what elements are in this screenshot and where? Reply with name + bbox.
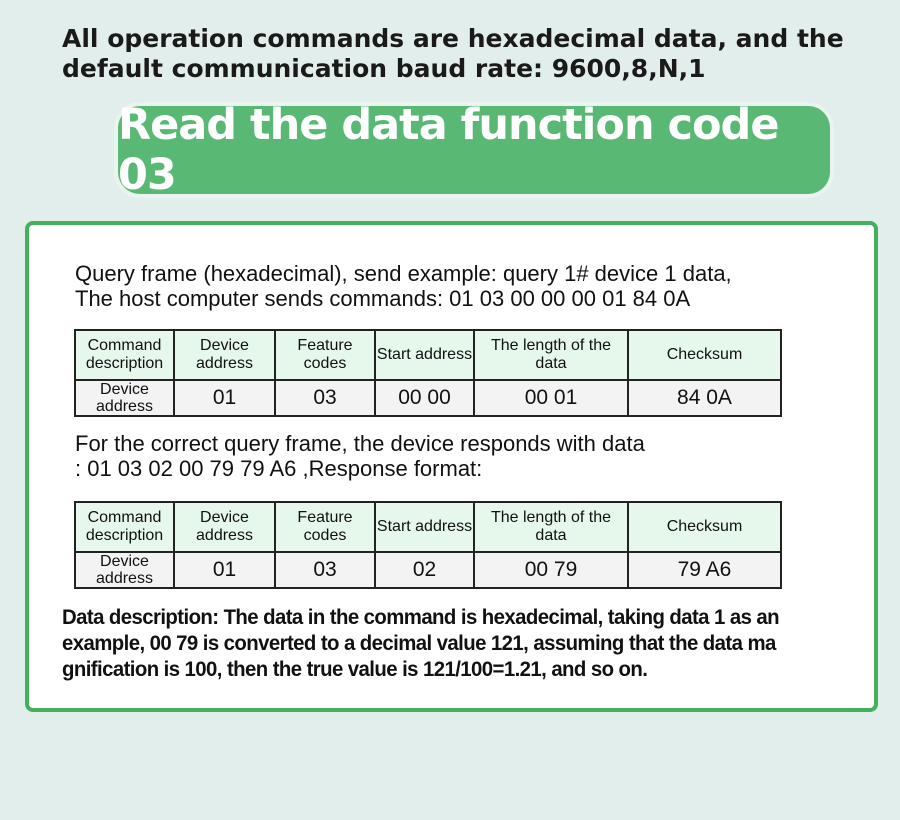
header-cell: Feature codes [275,502,375,552]
header-cell: Checksum [628,502,781,552]
table-header-row [75,502,781,552]
table-cell: 00 00 [375,380,474,416]
table-row [75,552,781,588]
table-cell: 01 [174,552,275,588]
table-header-row [75,330,781,380]
banner-title: Read the data function code 03 [118,100,779,200]
header-cell: Command description [75,330,174,380]
header-cell: Start address [375,502,474,552]
response-frame-table [74,501,782,589]
header-note: All operation commands are hexadecimal data, and the default communication baud rate: 9600,8,N,1 [62,24,844,83]
header-cell: The length of the data [474,502,628,552]
header-cell: Checksum [628,330,781,380]
header-cell: Command description [75,502,174,552]
response-frame-text: For the correct query frame, the device responds with data : 01 03 02 00 79 79 A6 ,Response format: [75,431,645,481]
table-row [75,380,781,416]
table-cell: 00 01 [474,380,628,416]
header-cell: The length of the data [474,330,628,380]
table-cell: 84 0A [628,380,781,416]
table-cell: Device address [75,552,174,588]
data-description: Data description: The data in the command is hexadecimal, taking data 1 as an example, 00 79 is converted to a decimal value 121, assuming that the data ma gnification is 100, then the true value is 121/100=1.21, and so on. [62,606,780,681]
content-panel [25,221,878,712]
section-banner [118,100,830,200]
query-frame-table [74,329,782,417]
header-cell: Device address [174,330,275,380]
table-cell: 79 A6 [628,552,781,588]
query-frame-text: Query frame (hexadecimal), send example: query 1# device 1 data, The host computer sends commands: 01 03 00 00 00 01 84 0A [75,261,732,311]
table-cell: 00 79 [474,552,628,588]
table-cell: Device address [75,380,174,416]
header-cell: Device address [174,502,275,552]
header-cell: Start address [375,330,474,380]
table-cell: 03 [275,380,375,416]
table-cell: 03 [275,552,375,588]
table-cell: 02 [375,552,474,588]
table-cell: 01 [174,380,275,416]
header-cell: Feature codes [275,330,375,380]
